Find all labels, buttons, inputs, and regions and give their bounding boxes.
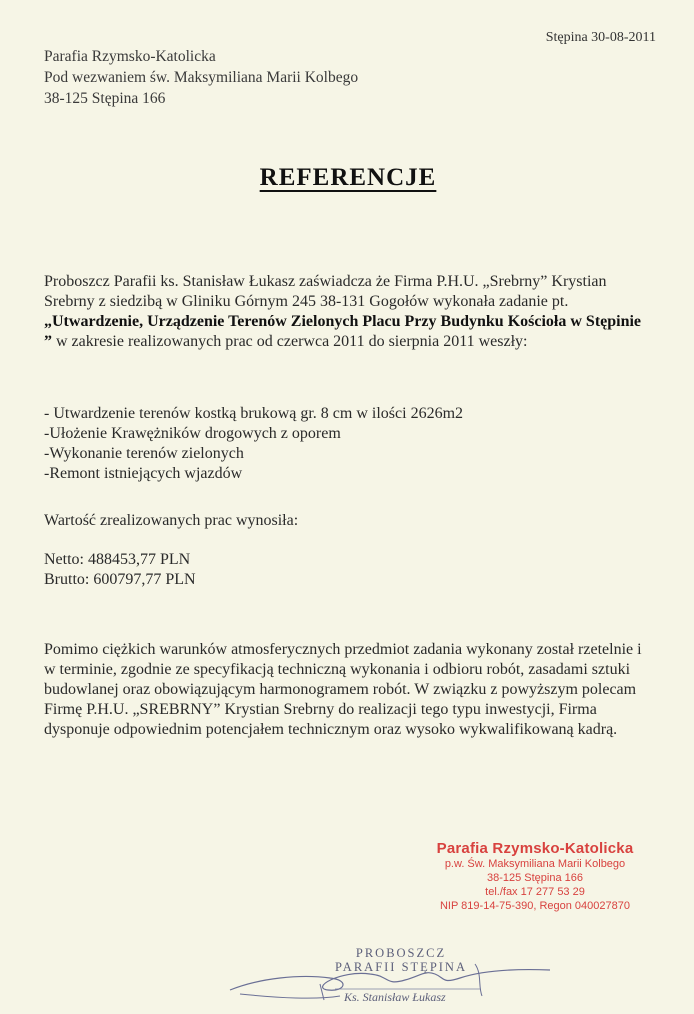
document-date: Stępina 30-08-2011	[545, 30, 656, 45]
stamp-title: Parafia Rzymsko-Katolicka	[436, 840, 634, 857]
sender-name: Parafia Rzymsko-Katolicka	[44, 48, 216, 65]
signature-block	[220, 940, 560, 1010]
stamp-line: p.w. Św. Maksymiliana Marii Kolbego	[444, 858, 626, 870]
works-list	[44, 404, 644, 484]
intro-paragraph	[44, 272, 644, 352]
sender-subtitle: Pod wezwaniem św. Maksymiliana Marii Kolbego	[44, 69, 359, 86]
works-list-item: -Remont istniejących wjazdów	[44, 465, 243, 482]
intro-text-part1: Proboszcz Parafii ks. Stanisław Łukasz zaświadcza że Firma P.H.U. „Srebrny” Krystian Srebrny z siedzibą w Gliniku Górnym 245 38-131 Gogołów wykonała zadanie pt.	[44, 273, 607, 310]
document-title-text: REFERENCJE	[259, 164, 437, 191]
signature-stamp	[335, 946, 467, 974]
signature-name: Ks. Stanisław Łukasz	[344, 990, 446, 1004]
signature-stamp-line: PROBOSZCZ	[355, 946, 447, 960]
parish-stamp	[420, 840, 650, 913]
amount-netto: Netto: 488453,77 PLN	[44, 551, 191, 568]
signature-stamp-line: PARAFII STĘPINA	[335, 960, 467, 974]
amount-brutto: Brutto: 600797,77 PLN	[44, 571, 196, 588]
amounts	[44, 550, 644, 590]
works-list-item: -Wykonanie terenów zielonych	[44, 445, 244, 462]
value-label: Wartość zrealizowanych prac wynosiła:	[44, 512, 299, 529]
intro-task-name: „Utwardzenie, Urządzenie Terenów Zielonych Placu Przy Budynku Kościoła w Stępinie ”	[44, 313, 642, 350]
closing-paragraph: Pomimo ciężkich warunków atmosferycznych przedmiot zadania wykonany został rzetelnie i w terminie, zgodnie ze specyfikacją techniczną wykonania i odbioru robót, zasadami sztuki budowlanej oraz obowiązującym harmonogramem robót. W związku z powyższym polecam Firmę P.H.U. „SREBRNY” Krystian Srebrny do realizacji tego typu inwestycji, Firma dysponuje odpowiednim potencjałem technicznym oraz wysoko wykwalifikowaną kadrą.	[44, 641, 642, 738]
works-list-item: - Utwardzenie terenów kostką brukową gr. 8 cm w ilości 2626m2	[44, 405, 464, 422]
intro-text-part2: w zakresie realizowanych prac od czerwca 2011 do sierpnia 2011 weszły:	[52, 333, 528, 350]
sender-address	[44, 46, 358, 109]
sender-postal-address: 38-125 Stępina 166	[44, 90, 166, 107]
stamp-line: NIP 819-14-75-390, Regon 040027870	[439, 900, 630, 912]
works-list-item: -Ułożenie Krawężników drogowych z oporem	[44, 425, 341, 442]
document-title	[0, 164, 694, 192]
stamp-line: 38-125 Stępina 166	[486, 872, 584, 884]
stamp-line: tel./fax 17 277 53 29	[485, 886, 585, 898]
